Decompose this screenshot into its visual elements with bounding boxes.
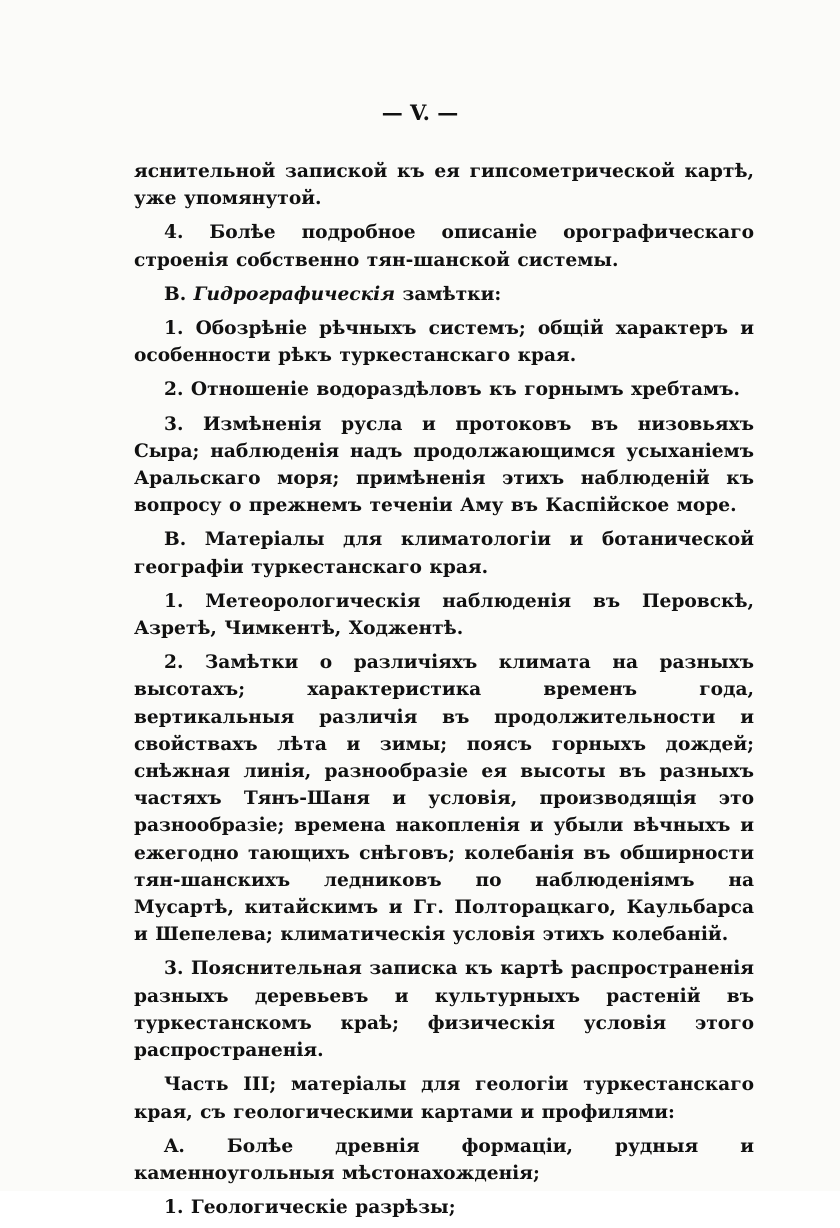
section-heading: B. Матеріалы для климатологіи и ботанической географіи туркестанскаго края. [134, 529, 754, 578]
paragraph: 3. Измѣненія русла и протоковъ въ низовьяхъ Сыра; наблюденія надъ продолжающимся усыханіемъ Аральскаго моря; примѣненія этихъ наблюденій къ вопросу о прежнемъ теченіи Аму въ Каспійское море. [134, 413, 754, 517]
paragraph: яснительной запиской къ ея гипсометрической картѣ, уже упомянутой. [134, 161, 754, 210]
paragraph: 1. Метеорологическія наблюденія въ Перовскѣ, Азретѣ, Чимкентѣ, Ходжентѣ. [134, 590, 754, 640]
paragraph: 1. Геологическіе разрѣзы; [164, 1197, 456, 1219]
body-text [134, 158, 754, 1228]
section-heading: Часть III; матеріалы для геологіи туркестанскаго края, съ геологическими картами и профилями: [134, 1074, 754, 1123]
heading-italic: Гидрографическія [193, 283, 396, 305]
heading-prefix: B. [164, 283, 194, 305]
section-heading [134, 281, 754, 308]
paragraph: 4. Болѣе подробное описаніе орографическаго строенія собственно тян-шанской системы. [134, 222, 754, 271]
heading-suffix: замѣтки: [395, 283, 502, 305]
page-number: — V. — [381, 100, 459, 125]
paragraph: 2. Отношеніе водораздѣловъ къ горнымъ хребтамъ. [164, 379, 740, 401]
paragraph: 3. Пояснительная записка къ картѣ распространенія разныхъ деревьевъ и культурныхъ растеній въ туркестанскомъ краѣ; физическія условія этого распространенія. [134, 958, 754, 1062]
paragraph: 1. Обозрѣніе рѣчныхъ системъ; общій характеръ и особенности рѣкъ туркестанскаго края. [134, 318, 754, 367]
paragraph: A. Болѣе древнія формаціи, рудныя и каменноугольныя мѣстонахожденія; [134, 1135, 754, 1184]
paragraph: 2. Замѣтки о различіяхъ климата на разныхъ высотахъ; характеристика временъ года, вертикальныя различія въ продолжительности и свойствахъ лѣта и зимы; поясъ горныхъ дождей; снѣжная линія, разнообразіе ея высоты въ разныхъ частяхъ Тянъ-Шаня и условія, производящія это разнообразіе; времена накопленія и убыли вѣчныхъ и ежегодно тающихъ снѣговъ; колебанія въ обширности тян-шанскихъ ледниковъ по наблюденіямъ на Мусартѣ, китайскимъ и Гг. Полторацкаго, Каульбарса и Шепелева; климатическія условія этихъ колебаній. [134, 652, 754, 946]
